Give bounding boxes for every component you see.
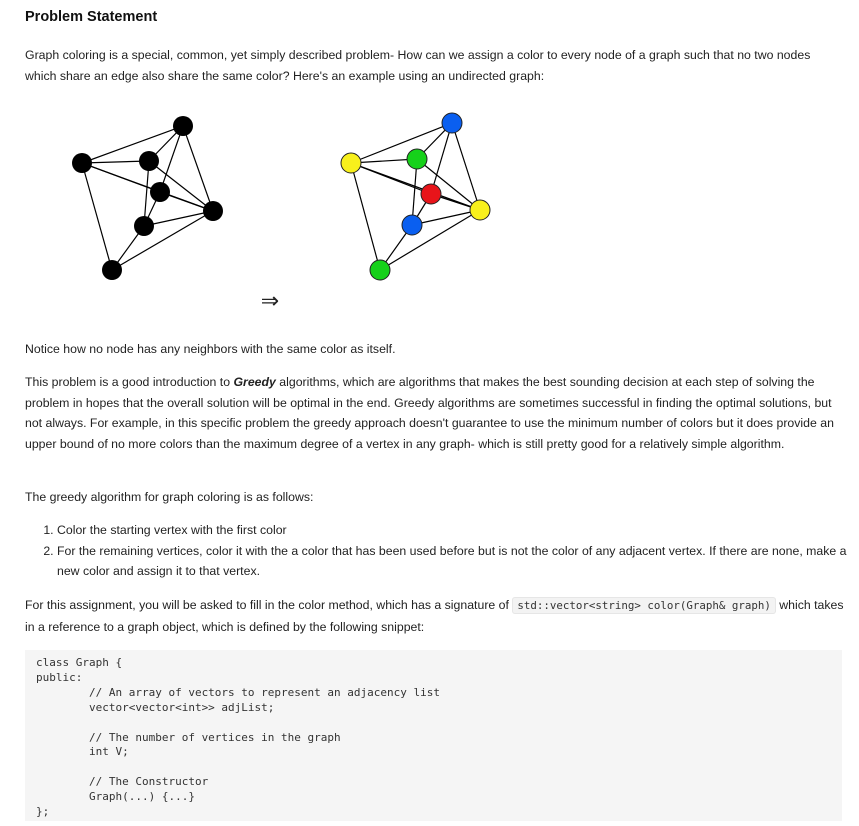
uncolored-graph (82, 126, 213, 270)
greedy-paragraph (25, 372, 845, 454)
code-line: // An array of vectors to represent an adjacency list (36, 685, 440, 699)
code-line: Graph(...) {...} (36, 790, 195, 804)
implies-arrow: ⇒ (260, 289, 280, 314)
graph-node-blue (442, 113, 462, 133)
graph-node-red (421, 184, 441, 204)
notice-paragraph: Notice how no node has any neighbors with the same color as itself. (25, 342, 396, 356)
graph-node (102, 260, 122, 280)
code-line: vector<vector<int>> adjList; (36, 700, 275, 714)
code-line: public: (36, 670, 83, 684)
code-listing (25, 650, 842, 826)
graph-node (72, 153, 92, 173)
graph-node-green (370, 260, 390, 280)
signature-code: std::vector<string> color(Graph& graph) (512, 597, 776, 614)
algorithm-heading: The greedy algorithm for graph coloring is as follows: (25, 490, 314, 504)
algorithm-steps (33, 520, 859, 582)
graph-diagram (0, 100, 560, 330)
graph-node-green (407, 149, 427, 169)
assignment-text-before: For this assignment, you will be asked to fill in the color method, which has a signature of (25, 598, 513, 612)
colored-graph (351, 123, 480, 270)
greedy-text-before: This problem is a good introduction to (25, 375, 234, 389)
greedy-bold-term: Greedy (233, 375, 276, 389)
graph-node (203, 201, 223, 221)
algorithm-step: 1. Color the starting vertex with the first color (57, 520, 859, 541)
graph-coloring-figure (0, 100, 560, 330)
assignment-text-after: which takes in a reference to a graph object, which is defined by the following snippet: (25, 598, 844, 634)
code-line (36, 760, 831, 775)
graph-node (173, 116, 193, 136)
algorithm-step: 2. For the remaining vertices, color it with the a color that has been used before but is not the color of any adjacent vertex. If there are none, make a new color and assign it to that vertex. (57, 541, 859, 582)
graph-node (134, 216, 154, 236)
code-line: // The Constructor (36, 775, 209, 789)
assignment-paragraph (25, 595, 845, 637)
graph-node (150, 182, 170, 202)
code-line: class Graph { (36, 656, 123, 669)
code-line: // The number of vertices in the graph (36, 730, 341, 744)
intro-paragraph: Graph coloring is a special, common, yet simply described problem- How can we assign a color to every node of a graph such that no two nodes which share an edge also share the same color? Here's an example using an undirected graph: (25, 48, 811, 83)
code-line: int V; (36, 745, 129, 759)
code-line: }; (36, 805, 50, 819)
page-title: Problem Statement (25, 9, 158, 25)
graph-node-yellow (341, 153, 361, 173)
code-line (36, 716, 831, 731)
greedy-text-after: algorithms, which are algorithms that makes the best sounding decision at each step of solving the problem in hopes that the overall solution will be optimal in the end. Greedy algorithms are sometimes successful in finding the optimal solutions, but not always. For example, in this specific problem the greedy approach doesn't guarantee to use the minimum number of colors but it does provide an upper bound of no more colors than the maximum degree of a vertex in any graph- which is still pretty good for a relatively simple algorithm. (25, 375, 834, 451)
graph-class-code-block (25, 650, 842, 821)
graph-node (139, 151, 159, 171)
graph-node-yellow (470, 200, 490, 220)
graph-node-blue (402, 215, 422, 235)
